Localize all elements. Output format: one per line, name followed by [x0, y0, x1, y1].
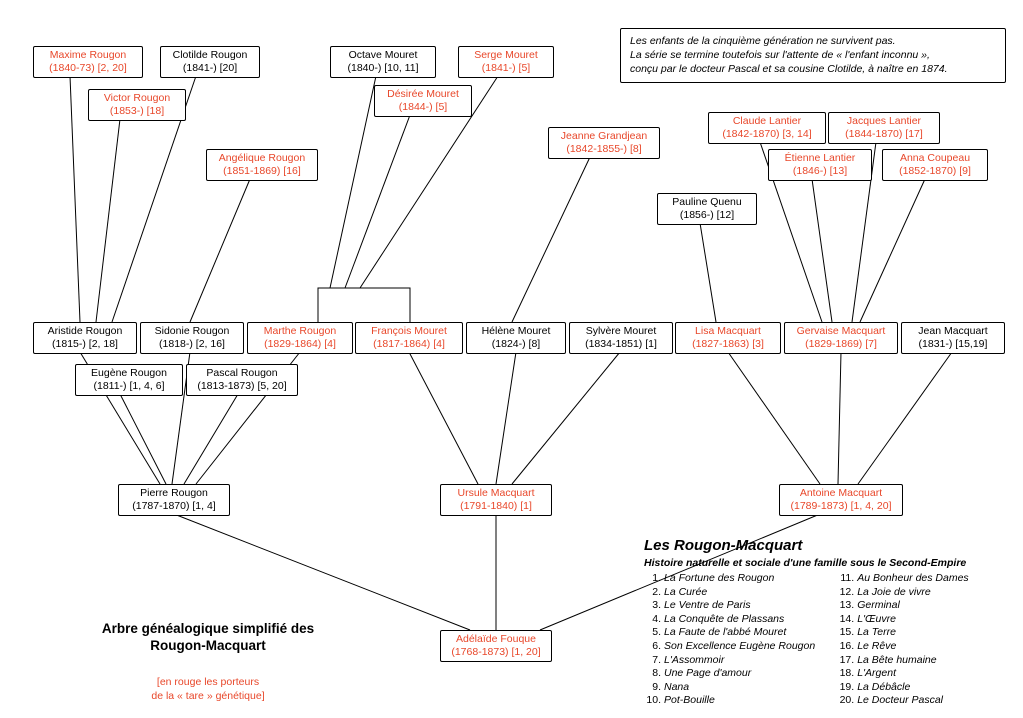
series-item-number: 19. [839, 680, 855, 693]
series-item-name: Le Docteur Pascal [857, 694, 943, 707]
node-dates: (1841-) [5] [481, 61, 531, 74]
series-item-name: Pot-Bouille [664, 694, 715, 707]
node-anna-coupeau[interactable] [882, 149, 988, 181]
node-dates: (1829-1864) [4] [264, 337, 336, 350]
node-name: Jacques Lantier [846, 115, 922, 127]
node-dates: (1831-) [15,19] [918, 337, 988, 350]
series-item-name: Au Bonheur des Dames [857, 572, 969, 584]
series-item-number: 3. [652, 599, 661, 612]
series-item-name: L'Argent [857, 667, 896, 680]
node-dates: (1817-1864) [4] [373, 337, 445, 350]
node-name: Jeanne Grandjean [560, 130, 648, 142]
series-item-name: Son Excellence Eugène Rougon [664, 639, 816, 652]
series-item-name: L'Œuvre [857, 612, 896, 625]
node-antoine-macquart[interactable] [779, 484, 903, 516]
series-item-name: La Curée [664, 585, 708, 598]
node-lisa-macquart[interactable] [675, 322, 781, 354]
node-pauline-quenu[interactable] [657, 193, 757, 225]
node-name: Lisa Macquart [695, 325, 761, 337]
node-etienne-lantier[interactable] [768, 149, 872, 181]
node-name: Aristide Rougon [47, 325, 123, 337]
series-item [837, 667, 968, 681]
node-name: Pierre Rougon [140, 487, 208, 499]
series-subtitle: Histoire naturelle et sociale d'une famille sous le Second-Empire [644, 557, 967, 569]
series-item [644, 586, 815, 600]
node-aristide-rougon[interactable] [33, 322, 137, 354]
series-item-name: La Débâcle [857, 680, 911, 693]
node-octave-mouret[interactable] [330, 46, 436, 78]
series-item-number: 17. [839, 653, 855, 666]
node-dates: (1815-) [2, 18] [52, 337, 118, 350]
series-item-number: 4. [652, 612, 661, 625]
node-name: Sylvère Mouret [585, 325, 657, 337]
series-item [837, 626, 968, 640]
series-item [644, 626, 815, 640]
node-name: Étienne Lantier [784, 152, 856, 164]
series-item-name: La Conquête de Plassans [664, 612, 785, 625]
node-claude-lantier[interactable] [708, 112, 826, 144]
node-desiree-mouret[interactable] [374, 85, 472, 117]
node-name: Hélène Mouret [481, 325, 551, 337]
node-name: Eugène Rougon [91, 367, 167, 379]
node-sylvere-mouret[interactable] [569, 322, 673, 354]
series-item [837, 654, 968, 668]
series-item-name: La Fortune des Rougon [664, 572, 775, 584]
node-name: Gervaise Macquart [796, 325, 886, 337]
series-item [837, 586, 968, 600]
node-francois-mouret[interactable] [355, 322, 463, 354]
series-item-number: 7. [652, 653, 661, 666]
node-dates: (1842-1870) [3, 14] [722, 127, 812, 140]
node-name: Désirée Mouret [387, 88, 459, 100]
series-column-left [644, 572, 815, 708]
node-jeanne-grandjean[interactable] [548, 127, 660, 159]
node-dates: (1827-1863) [3] [692, 337, 764, 350]
node-marthe-rougon[interactable] [247, 322, 353, 354]
node-victor-rougon[interactable] [88, 89, 186, 121]
series-item-number: 6. [652, 639, 661, 652]
series-item [837, 681, 968, 695]
note-line-2: La série se termine toutefois sur l'attente de « l'enfant inconnu », [630, 49, 930, 61]
series-column-right [837, 572, 968, 708]
node-dates: (1844-1870) [17] [845, 127, 923, 140]
series-item [644, 694, 815, 708]
series-item [644, 599, 815, 613]
node-dates: (1824-) [8] [491, 337, 541, 350]
node-dates: (1787-1870) [1, 4] [132, 499, 216, 512]
node-maxime-rougon[interactable] [33, 46, 143, 78]
series-item-name: Le Ventre de Paris [664, 599, 751, 612]
series-item-name: L'Assommoir [664, 653, 725, 666]
diagram-title-line-2: Rougon-Macquart [150, 638, 266, 653]
node-name: Pauline Quenu [672, 196, 742, 208]
diagram-title-line-1: Arbre généalogique simplifié des [101, 621, 315, 636]
series-item [837, 640, 968, 654]
series-item-number: 14. [839, 612, 855, 625]
node-dates: (1844-) [5] [398, 100, 448, 113]
node-angelique-rougon[interactable] [206, 149, 318, 181]
node-gervaise-macquart[interactable] [784, 322, 898, 354]
node-name: Marthe Rougon [263, 325, 337, 337]
node-adelaide-fouque[interactable] [440, 630, 552, 662]
node-dates: (1834-1851) [1] [585, 337, 657, 350]
node-serge-mouret[interactable] [458, 46, 554, 78]
series-item-number: 15. [839, 626, 855, 639]
node-name: Clotilde Rougon [172, 49, 248, 61]
node-dates: (1853-) [18] [109, 104, 165, 117]
node-jean-macquart[interactable] [901, 322, 1005, 354]
node-name: Angélique Rougon [218, 152, 306, 164]
series-item [837, 599, 968, 613]
note-line-3: conçu par le docteur Pascal et sa cousine Clotilde, à naître en 1874. [630, 63, 948, 75]
series-item [837, 572, 968, 586]
node-name: Antoine Macquart [799, 487, 883, 499]
note-box [620, 28, 1006, 83]
series-item-name: La Terre [857, 626, 896, 639]
note-line-1: Les enfants de la cinquième génération ne survivent pas. [630, 35, 896, 47]
series-item-name: Germinal [857, 599, 900, 612]
node-dates: (1846-) [13] [792, 164, 848, 177]
series-item-number: 11. [840, 572, 855, 584]
series-item-name: Nana [664, 680, 690, 693]
series-item-number: 18. [839, 667, 855, 680]
series-item-name: La Bête humaine [857, 653, 937, 666]
node-name: Maxime Rougon [49, 49, 127, 61]
node-name: Claude Lantier [732, 115, 802, 127]
node-dates: (1829-1869) [7] [805, 337, 877, 350]
series-panel [644, 536, 969, 708]
series-item [837, 694, 968, 708]
series-item-number: 16. [839, 639, 855, 652]
series-item-number: 1. [652, 572, 661, 584]
series-item [644, 613, 815, 627]
node-ursule-macquart[interactable] [440, 484, 552, 516]
node-dates: (1791-1840) [1] [460, 499, 532, 512]
node-pascal-rougon[interactable] [186, 364, 298, 396]
diagram-title [58, 620, 358, 654]
series-item-name: Une Page d'amour [664, 667, 752, 680]
node-dates: (1818-) [2, 16] [159, 337, 225, 350]
node-name: Octave Mouret [348, 49, 418, 61]
node-name: Adélaïde Fouque [456, 633, 536, 645]
series-item-name: Le Rêve [857, 639, 897, 652]
series-item [644, 640, 815, 654]
legend-carrier-note [58, 675, 358, 703]
node-name: Sidonie Rougon [154, 325, 230, 337]
legend-line-1: [en rouge les porteurs [156, 676, 260, 688]
node-name: Ursule Macquart [457, 487, 535, 499]
series-item-number: 9. [652, 680, 661, 693]
node-name: Jean Macquart [918, 325, 988, 337]
node-clotilde-rougon[interactable] [160, 46, 260, 78]
node-dates: (1813-1873) [5, 20] [197, 379, 287, 392]
series-item-number: 13. [839, 599, 855, 612]
node-dates: (1852-1870) [9] [899, 164, 971, 177]
node-name: Victor Rougon [103, 92, 171, 104]
node-dates: (1840-73) [2, 20] [49, 61, 127, 74]
series-item [644, 681, 815, 695]
series-item [644, 654, 815, 668]
series-columns [644, 572, 969, 708]
node-sidonie-rougon[interactable] [140, 322, 244, 354]
series-item-name: La Faute de l'abbé Mouret [664, 626, 787, 639]
series-item-number: 8. [652, 667, 661, 680]
series-item-number: 20. [839, 694, 855, 707]
node-dates: (1856-) [12] [679, 208, 735, 221]
node-dates: (1811-) [1, 4, 6] [93, 379, 165, 392]
node-name: Anna Coupeau [899, 152, 971, 164]
series-item-name: La Joie de vivre [857, 585, 931, 598]
node-dates: (1841-) [20] [182, 61, 238, 74]
node-dates: (1768-1873) [1, 20] [451, 645, 541, 658]
series-item-number: 2. [652, 585, 661, 598]
series-item-number: 5. [652, 626, 661, 639]
node-dates: (1840-) [10, 11] [347, 61, 419, 74]
series-item [837, 613, 968, 627]
node-helene-mouret[interactable] [466, 322, 566, 354]
node-dates: (1789-1873) [1, 4, 20] [790, 499, 892, 512]
series-item-number: 12. [839, 585, 855, 598]
node-name: Pascal Rougon [206, 367, 278, 379]
node-name: Serge Mouret [474, 49, 538, 61]
node-dates: (1851-1869) [16] [223, 164, 301, 177]
series-item [644, 667, 815, 681]
series-title: Les Rougon-Macquart [644, 537, 803, 554]
node-name: François Mouret [371, 325, 447, 337]
node-pierre-rougon[interactable] [118, 484, 230, 516]
legend-line-2: de la « tare » génétique] [151, 690, 265, 702]
series-item [644, 572, 815, 586]
series-item-number: 10. [646, 694, 661, 707]
node-jacques-lantier[interactable] [828, 112, 940, 144]
node-dates: (1842-1855-) [8] [566, 142, 642, 155]
node-eugene-rougon[interactable] [75, 364, 183, 396]
